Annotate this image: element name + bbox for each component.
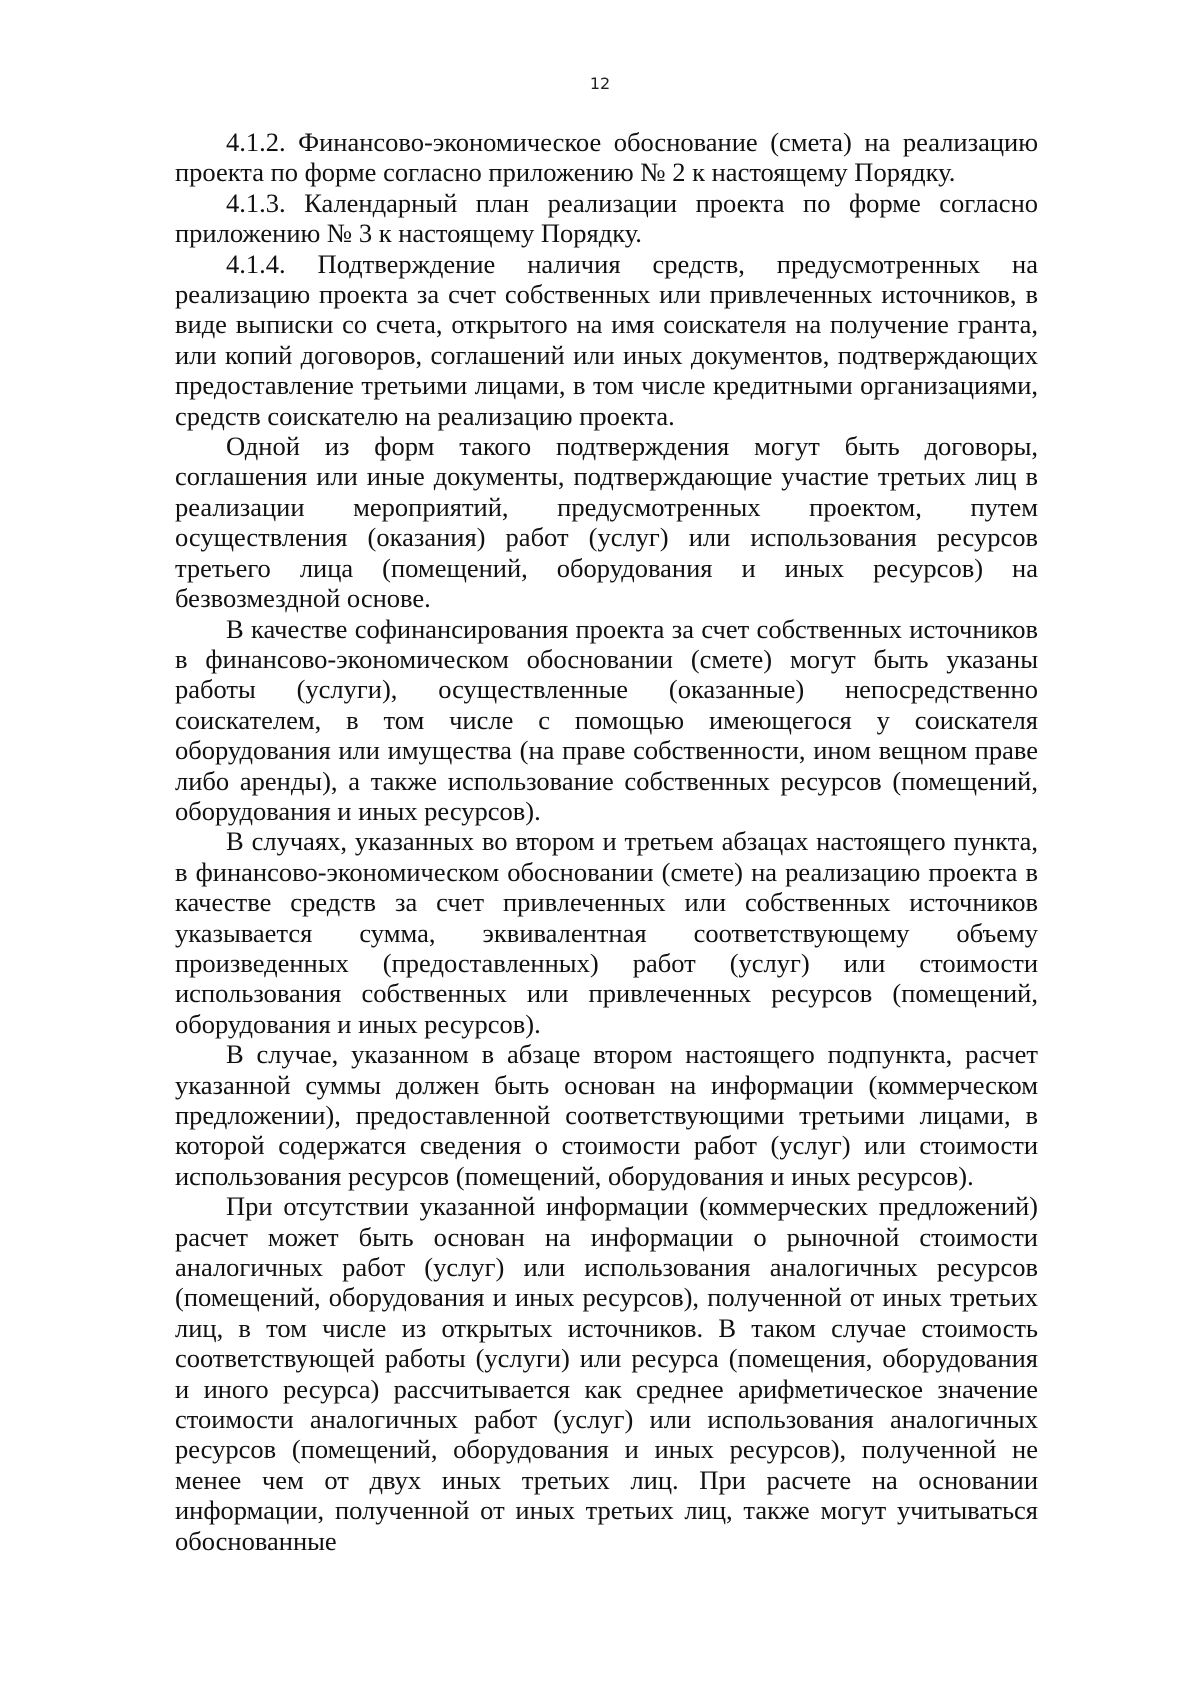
paragraph-market-value: При отсутствии указанной информации (коммерческих предложений) расчет может быть основан на информации о рыночной стоимости аналогичных работ (услуг) или использования аналогичных ресурсов (помещений, оборудования и иных ресурсов), полученной от иных третьих лиц, в том числе из открытых источников. В таком случае стоимость соответствующей работы (услуги) или ресурса (помещения, оборудования и иного ресурса) рассчитывается как среднее арифметическое значение стоимости аналогичных работ (услуг) или использования аналогичных ресурсов (помещений, оборудования и иных ресурсов), полученной не менее чем от двух иных третьих лиц. При расчете на основании информации, полученной от иных третьих лиц, также могут учитываться обоснованные (175, 1191, 1038, 1556)
paragraph-4-1-3: 4.1.3. Календарный план реализации проекта по форме согласно приложению № 3 к настоящему Порядку. (175, 187, 1038, 249)
paragraph-4-1-4: 4.1.4. Подтверждение наличия средств, предусмотренных на реализацию проекта за счет собственных или привлеченных источников, в виде выписки со счета, открытого на имя соискателя на получение гранта, или копий договоров, соглашений или иных документов, подтверждающих предоставление третьими лицами, в том числе кредитными организациями, средств соискателю на реализацию проекта. (175, 248, 1038, 431)
page-number: 12 (589, 74, 611, 93)
paragraph-equivalent-amount: В случаях, указанных во втором и третьем абзацах настоящего пункта, в финансово-экономическом обосновании (смете) на реализацию проекта в качестве средств за счет привлеченных или собственных источников указывается сумма, эквивалентная соответствующему объему произведенных (предоставленных) работ (услуг) или стоимости использования собственных или привлеченных ресурсов (помещений, оборудования и иных ресурсов). (175, 826, 1038, 1039)
paragraph-confirmation-forms: Одной из форм такого подтверждения могут быть договоры, соглашения или иные документы, подтверждающие участие третьих лиц в реализации мероприятий, предусмотренных проектом, путем осуществления (оказания) работ (услуг) или использования ресурсов третьего лица (помещений, оборудования и иных ресурсов) на безвозмездной основе. (175, 431, 1038, 614)
paragraph-commercial-offer: В случае, указанном в абзаце втором настоящего подпункта, расчет указанной суммы должен быть основан на информации (коммерческом предложении), предоставленной соответствующими третьими лицами, в которой содержатся сведения о стоимости работ (услуг) или стоимости использования ресурсов (помещений, оборудования и иных ресурсов). (175, 1039, 1038, 1191)
paragraph-own-cofinancing: В качестве софинансирования проекта за счет собственных источников в финансово-экономическом обосновании (смете) могут быть указаны работы (услуги), осуществленные (оказанные) непосредственно соискателем, в том числе с помощью имеющегося у соискателя оборудования или имущества (на праве собственности, ином вещном праве либо аренды), а также использование собственных ресурсов (помещений, оборудования и иных ресурсов). (175, 613, 1038, 826)
document-body (175, 127, 1038, 1556)
paragraph-4-1-2: 4.1.2. Финансово-экономическое обоснование (смета) на реализацию проекта по форме согласно приложению № 2 к настоящему Порядку. (175, 127, 1038, 188)
